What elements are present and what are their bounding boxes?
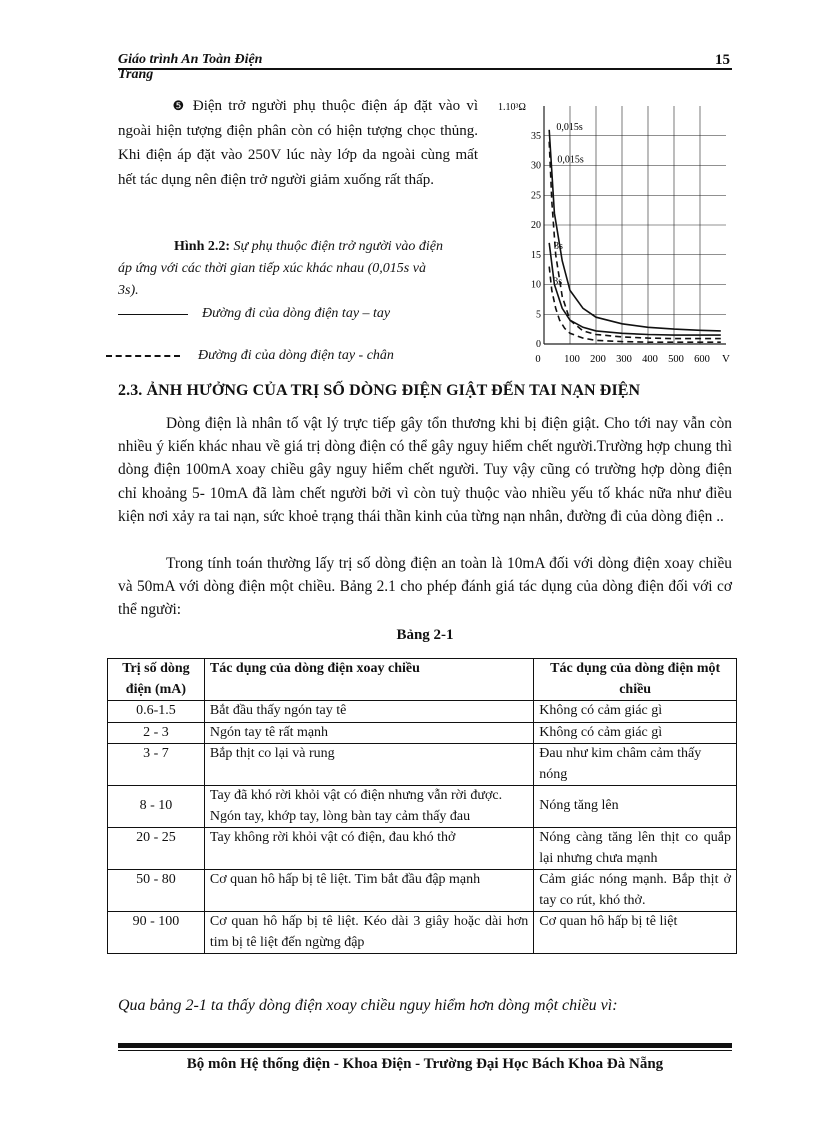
- footer-rule: [118, 1043, 732, 1048]
- resistance-voltage-chart: [494, 96, 734, 376]
- figure-caption: [118, 236, 448, 302]
- chart-x-tick-label: 400: [642, 354, 658, 365]
- header-title: Giáo trình An Toàn Điện: [118, 52, 263, 67]
- current-effects-table: [107, 658, 737, 954]
- top-paragraph: [118, 94, 478, 192]
- table-cell: Nóng càng tăng lên thịt co quắp lại nhưng chưa mạnh: [534, 828, 737, 870]
- chart-y-tick-label: 25: [531, 190, 541, 202]
- chart-x-tick-label: 300: [616, 354, 632, 365]
- footer-rule-thin: [118, 1050, 732, 1051]
- table-cell: 50 - 80: [108, 870, 205, 912]
- chart-y-tick-label: 15: [531, 249, 541, 261]
- chart-annotation: 3s: [553, 240, 563, 252]
- header-subtitle: Trang: [118, 67, 154, 82]
- page-number: 15: [715, 52, 730, 68]
- table-cell: Bắp thịt co lại và rung: [204, 744, 533, 786]
- table-cell: Tay không rời khỏi vật có điện, đau khó thở: [204, 828, 533, 870]
- table-cell: Không có cảm giác gì: [534, 701, 737, 723]
- figure-caption-label: Hình 2.2:: [174, 239, 231, 254]
- chart-x-tick-label: 200: [590, 354, 606, 365]
- table-row: [108, 912, 737, 954]
- chart-y-tick-label: 35: [531, 130, 541, 142]
- table-cell: 2 - 3: [108, 722, 205, 744]
- body-paragraph-2: [118, 552, 732, 622]
- table-cell: Cơ quan hô hấp bị tê liệt. Tim bắt đầu đập mạnh: [204, 870, 533, 912]
- top-paragraph-text: Điện trở người phụ thuộc điện áp đặt vào vì ngoài hiện tượng điện phân còn có hiện tượng chọc thủng. Khi điện áp đặt vào 250V lúc này lớp da ngoài cùng mất hết tác dụng nên điện trở người giảm xuống rất thấp.: [118, 98, 478, 188]
- legend-dashed-swatch: [106, 355, 180, 357]
- legend-solid-swatch: [118, 314, 188, 315]
- table-row: [108, 701, 737, 723]
- table-header: Tác dụng của dòng điện xoay chiều: [204, 659, 533, 701]
- chart-series-line: [549, 240, 721, 335]
- chart-y-tick-label: 10: [531, 279, 541, 291]
- table-cell: Ngón tay tê rất mạnh: [204, 722, 533, 744]
- chart-x-tick-label: 100: [564, 354, 580, 365]
- table-row: [108, 786, 737, 828]
- header-rule: [118, 68, 732, 70]
- footer-text: Bộ môn Hệ thống điện - Khoa Điện - Trường Đại Học Bách Khoa Đà Nẵng: [186, 1056, 664, 1072]
- chart-series-line: [549, 142, 721, 339]
- table-header: Tác dụng của dòng điện một chiều: [534, 659, 737, 701]
- chart-x-tick-label: 0: [535, 354, 541, 365]
- chart-x-tick-label: 500: [668, 354, 684, 365]
- body-paragraph-1: [118, 412, 732, 528]
- figure-caption-text: Sự phụ thuộc điện trở người vào điện áp ứng với các thời gian tiếp xúc khác nhau (0,015s và 3s).: [118, 239, 443, 298]
- table-cell: 3 - 7: [108, 744, 205, 786]
- legend-dashed-label: Đường đi của dòng điện tay - chân: [198, 348, 394, 363]
- chart-annotation: 0,015s: [556, 121, 583, 133]
- legend-solid-label: Đường đi của dòng điện tay – tay: [202, 306, 391, 321]
- table-cell: Cảm giác nóng mạnh. Bắp thịt ở tay co rút, khó thở.: [534, 870, 737, 912]
- chart-annotation: 3s: [553, 276, 563, 288]
- table-row: [108, 722, 737, 744]
- chart-y-tick-label: 30: [531, 160, 541, 172]
- table-cell: Không có cảm giác gì: [534, 722, 737, 744]
- chart-y-axis-label: 1.10³Ω: [498, 102, 526, 113]
- table-cell: 8 - 10: [108, 786, 205, 828]
- table-cell: Nóng tăng lên: [534, 786, 737, 828]
- chart-x-axis-label: V: [722, 353, 730, 365]
- body-paragraph-2-text: Trong tính toán thường lấy trị số dòng điện an toàn là 10mA đối với dòng điện xoay chiều và 50mA với dòng điện một chiều. Bảng 2.1 cho phép đánh giá tác dụng của dòng điện đối với cơ thể người:: [118, 555, 732, 619]
- table-cell: Cơ quan hô hấp bị tê liệt: [534, 912, 737, 954]
- table-cell: Cơ quan hô hấp bị tê liệt. Kéo dài 3 giây hoặc dài hơn tim bị tê liệt đến ngừng đập: [204, 912, 533, 954]
- table-cell: 90 - 100: [108, 912, 205, 954]
- table-cell: 20 - 25: [108, 828, 205, 870]
- legend-solid: [118, 306, 390, 322]
- table-cell: Bắt đầu thấy ngón tay tê: [204, 701, 533, 723]
- table-title: Bảng 2-1: [396, 627, 454, 643]
- conclusion-text: Qua bảng 2-1 ta thấy dòng điện xoay chiều nguy hiểm hơn dòng một chiều vì:: [118, 997, 618, 1014]
- table-cell: Tay đã khó rời khỏi vật có điện nhưng vẫn rời được. Ngón tay, khớp tay, lòng bàn tay cảm thấy đau: [204, 786, 533, 828]
- chart-y-tick-label: 0: [536, 339, 541, 350]
- table-cell: 0.6-1.5: [108, 701, 205, 723]
- table-header: Trị số dòng điện (mA): [108, 659, 205, 701]
- chart-x-tick-label: 600: [694, 354, 710, 365]
- table-cell: Đau như kim châm cảm thấy nóng: [534, 744, 737, 786]
- table-header-row: [108, 659, 737, 701]
- legend-dashed: [106, 348, 394, 364]
- chart-y-tick-label: 5: [536, 309, 541, 321]
- chart-y-tick-label: 20: [531, 220, 541, 231]
- section-title: 2.3. ẢNH HƯỞNG CỦA TRỊ SỐ DÒNG ĐIỆN GIẬT ĐẾN TAI NẠN ĐIỆN: [118, 382, 641, 399]
- table-row: [108, 828, 737, 870]
- table-row: [108, 870, 737, 912]
- bullet-icon: ❺: [170, 98, 187, 113]
- chart-annotation: 0,015s: [557, 154, 584, 166]
- table-row: [108, 744, 737, 786]
- body-paragraph-1-text: Dòng điện là nhân tố vật lý trực tiếp gây tổn thương khi bị điện giật. Cho tới nay vẫn còn nhiều ý kiến khác nhau về giá trị dòng điện có thể gây nguy hiểm chết người.Trường hợp chung thì dòng điện 100mA xoay chiều gây nguy hiểm chết người. Tuy vậy cũng có trường hợp dòng điện chỉ khoảng 5- 10mA đã làm chết người bởi vì còn tuỳ thuộc vào nhiều yếu tố khác nữa như điều kiện nơi xảy ra tai nạn, sức khoẻ trạng thái thần kinh của từng nạn nhân, đường đi của dòng điện ..: [118, 415, 732, 525]
